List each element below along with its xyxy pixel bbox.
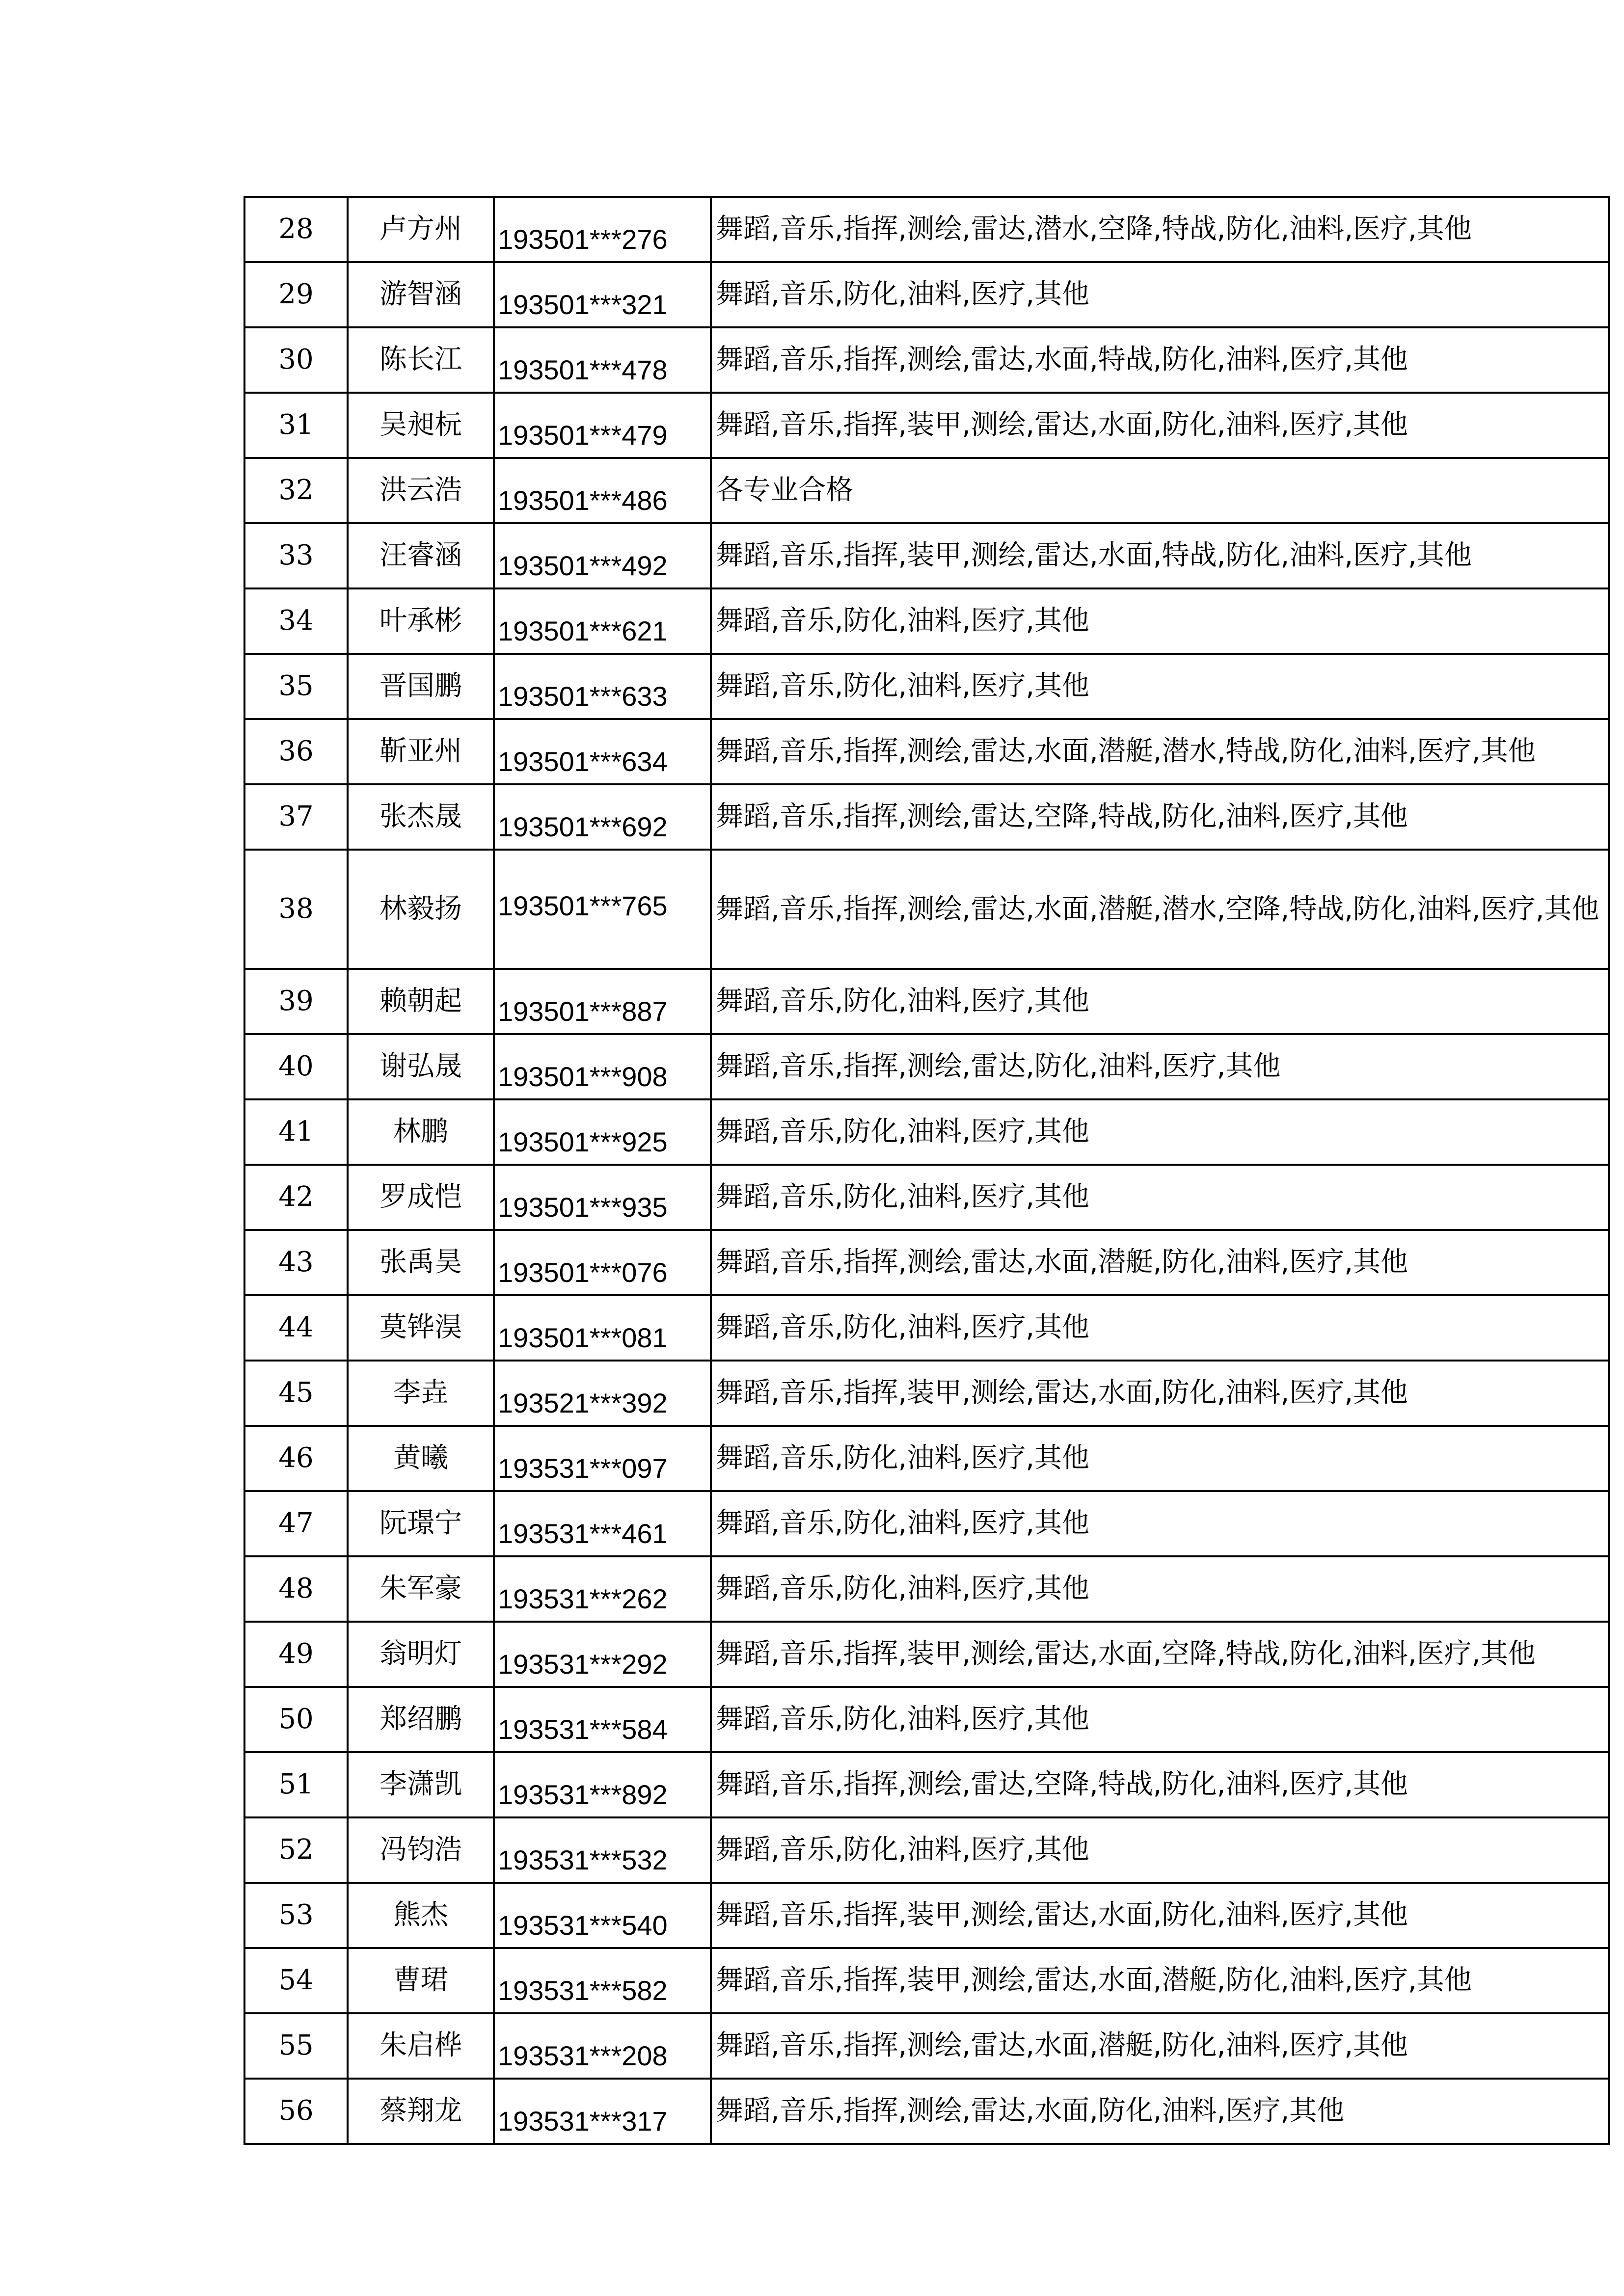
cell-id: 193501***492 — [494, 523, 711, 588]
cell-name: 李垚 — [348, 1361, 494, 1426]
cell-name: 游智涵 — [348, 262, 494, 327]
table-row — [244, 393, 1609, 458]
cell-number: 47 — [244, 1491, 348, 1556]
cell-qualifications: 舞蹈,音乐,防化,油料,医疗,其他 — [711, 1687, 1609, 1752]
table-row — [244, 197, 1609, 262]
cell-qualifications: 舞蹈,音乐,指挥,测绘,雷达,水面,防化,油料,医疗,其他 — [711, 2079, 1609, 2144]
table-row — [244, 1622, 1609, 1687]
cell-number: 33 — [244, 523, 348, 588]
cell-name: 曹珺 — [348, 1948, 494, 2013]
table-row — [244, 262, 1609, 327]
cell-qualifications: 舞蹈,音乐,防化,油料,医疗,其他 — [711, 969, 1609, 1034]
qualification-table — [244, 196, 1610, 2145]
cell-name: 莫铧淏 — [348, 1295, 494, 1361]
cell-id: 193501***621 — [494, 588, 711, 654]
cell-qualifications: 舞蹈,音乐,指挥,装甲,测绘,雷达,水面,防化,油料,医疗,其他 — [711, 393, 1609, 458]
cell-id: 193531***532 — [494, 1817, 711, 1883]
cell-number: 45 — [244, 1361, 348, 1426]
table-row — [244, 523, 1609, 588]
cell-qualifications: 舞蹈,音乐,指挥,装甲,测绘,雷达,水面,空降,特战,防化,油料,医疗,其他 — [711, 1622, 1609, 1687]
cell-qualifications: 舞蹈,音乐,指挥,测绘,雷达,水面,潜艇,潜水,空降,特战,防化,油料,医疗,其他 — [711, 850, 1609, 969]
cell-id: 193501***076 — [494, 1230, 711, 1295]
cell-qualifications: 舞蹈,音乐,指挥,装甲,测绘,雷达,水面,防化,油料,医疗,其他 — [711, 1361, 1609, 1426]
cell-number: 50 — [244, 1687, 348, 1752]
cell-name: 熊杰 — [348, 1883, 494, 1948]
table-row — [244, 1491, 1609, 1556]
table-row — [244, 588, 1609, 654]
cell-id: 193531***317 — [494, 2079, 711, 2144]
cell-id: 193501***908 — [494, 1034, 711, 1099]
cell-name: 林鹏 — [348, 1099, 494, 1165]
cell-id: 193501***486 — [494, 458, 711, 523]
cell-qualifications: 舞蹈,音乐,指挥,装甲,测绘,雷达,水面,特战,防化,油料,医疗,其他 — [711, 523, 1609, 588]
cell-number: 55 — [244, 2013, 348, 2079]
cell-qualifications: 舞蹈,音乐,防化,油料,医疗,其他 — [711, 262, 1609, 327]
cell-name: 林毅扬 — [348, 850, 494, 969]
cell-name: 张杰晟 — [348, 784, 494, 850]
cell-name: 罗成恺 — [348, 1165, 494, 1230]
cell-name: 黄曦 — [348, 1426, 494, 1491]
cell-number: 39 — [244, 969, 348, 1034]
cell-id: 193501***765 — [494, 850, 711, 969]
cell-number: 28 — [244, 197, 348, 262]
cell-id: 193531***292 — [494, 1622, 711, 1687]
cell-number: 35 — [244, 654, 348, 719]
cell-id: 193531***540 — [494, 1883, 711, 1948]
table-row — [244, 1034, 1609, 1099]
table-row — [244, 719, 1609, 784]
cell-id: 193501***479 — [494, 393, 711, 458]
cell-name: 晋国鹏 — [348, 654, 494, 719]
cell-id: 193501***925 — [494, 1099, 711, 1165]
cell-number: 56 — [244, 2079, 348, 2144]
cell-number: 36 — [244, 719, 348, 784]
cell-number: 38 — [244, 850, 348, 969]
table-row — [244, 1165, 1609, 1230]
cell-name: 陈长江 — [348, 327, 494, 393]
cell-name: 翁明灯 — [348, 1622, 494, 1687]
table-row — [244, 1687, 1609, 1752]
cell-number: 41 — [244, 1099, 348, 1165]
table-row — [244, 327, 1609, 393]
table-row — [244, 2079, 1609, 2144]
cell-number: 43 — [244, 1230, 348, 1295]
cell-number: 54 — [244, 1948, 348, 2013]
cell-name: 汪睿涵 — [348, 523, 494, 588]
cell-number: 32 — [244, 458, 348, 523]
cell-number: 49 — [244, 1622, 348, 1687]
cell-name: 张禹昊 — [348, 1230, 494, 1295]
cell-number: 40 — [244, 1034, 348, 1099]
cell-id: 193501***321 — [494, 262, 711, 327]
cell-name: 蔡翔龙 — [348, 2079, 494, 2144]
cell-name: 李潇凯 — [348, 1752, 494, 1817]
table-row — [244, 1817, 1609, 1883]
table-row — [244, 1556, 1609, 1622]
cell-name: 吴昶杬 — [348, 393, 494, 458]
cell-qualifications: 舞蹈,音乐,指挥,测绘,雷达,水面,潜艇,防化,油料,医疗,其他 — [711, 1230, 1609, 1295]
cell-id: 193531***582 — [494, 1948, 711, 2013]
table-row — [244, 1230, 1609, 1295]
cell-qualifications: 舞蹈,音乐,防化,油料,医疗,其他 — [711, 1491, 1609, 1556]
cell-name: 郑绍鹏 — [348, 1687, 494, 1752]
table-row — [244, 1883, 1609, 1948]
cell-id: 193501***634 — [494, 719, 711, 784]
table-row — [244, 1752, 1609, 1817]
cell-number: 44 — [244, 1295, 348, 1361]
cell-id: 193531***097 — [494, 1426, 711, 1491]
cell-qualifications: 舞蹈,音乐,防化,油料,医疗,其他 — [711, 1426, 1609, 1491]
cell-number: 37 — [244, 784, 348, 850]
cell-qualifications: 舞蹈,音乐,防化,油料,医疗,其他 — [711, 588, 1609, 654]
cell-id: 193531***461 — [494, 1491, 711, 1556]
table-row — [244, 1426, 1609, 1491]
cell-id: 193501***081 — [494, 1295, 711, 1361]
cell-id: 193531***584 — [494, 1687, 711, 1752]
table-row — [244, 1295, 1609, 1361]
table-body — [244, 197, 1609, 2144]
cell-name: 靳亚州 — [348, 719, 494, 784]
cell-number: 53 — [244, 1883, 348, 1948]
cell-qualifications: 舞蹈,音乐,防化,油料,医疗,其他 — [711, 1556, 1609, 1622]
table-row — [244, 784, 1609, 850]
cell-qualifications: 舞蹈,音乐,指挥,测绘,雷达,水面,特战,防化,油料,医疗,其他 — [711, 327, 1609, 393]
cell-name: 赖朝起 — [348, 969, 494, 1034]
cell-id: 193531***262 — [494, 1556, 711, 1622]
cell-id: 193501***478 — [494, 327, 711, 393]
cell-qualifications: 舞蹈,音乐,防化,油料,医疗,其他 — [711, 1817, 1609, 1883]
cell-name: 朱军豪 — [348, 1556, 494, 1622]
cell-qualifications: 舞蹈,音乐,指挥,测绘,雷达,水面,潜艇,潜水,特战,防化,油料,医疗,其他 — [711, 719, 1609, 784]
cell-number: 31 — [244, 393, 348, 458]
cell-id: 193521***392 — [494, 1361, 711, 1426]
cell-qualifications: 舞蹈,音乐,指挥,测绘,雷达,空降,特战,防化,油料,医疗,其他 — [711, 784, 1609, 850]
cell-id: 193531***208 — [494, 2013, 711, 2079]
table-row — [244, 458, 1609, 523]
cell-name: 谢弘晟 — [348, 1034, 494, 1099]
cell-name: 阮璟宁 — [348, 1491, 494, 1556]
cell-id: 193531***892 — [494, 1752, 711, 1817]
table-row — [244, 1361, 1609, 1426]
cell-number: 42 — [244, 1165, 348, 1230]
cell-name: 朱启桦 — [348, 2013, 494, 2079]
cell-qualifications: 舞蹈,音乐,防化,油料,医疗,其他 — [711, 1099, 1609, 1165]
cell-qualifications: 舞蹈,音乐,防化,油料,医疗,其他 — [711, 1295, 1609, 1361]
cell-qualifications: 舞蹈,音乐,防化,油料,医疗,其他 — [711, 654, 1609, 719]
cell-id: 193501***276 — [494, 197, 711, 262]
table-row — [244, 1948, 1609, 2013]
cell-id: 193501***692 — [494, 784, 711, 850]
cell-number: 30 — [244, 327, 348, 393]
cell-qualifications: 舞蹈,音乐,指挥,装甲,测绘,雷达,水面,防化,油料,医疗,其他 — [711, 1883, 1609, 1948]
cell-qualifications: 舞蹈,音乐,指挥,装甲,测绘,雷达,水面,潜艇,防化,油料,医疗,其他 — [711, 1948, 1609, 2013]
cell-id: 193501***935 — [494, 1165, 711, 1230]
cell-number: 52 — [244, 1817, 348, 1883]
cell-qualifications: 舞蹈,音乐,指挥,测绘,雷达,水面,潜艇,防化,油料,医疗,其他 — [711, 2013, 1609, 2079]
cell-number: 29 — [244, 262, 348, 327]
cell-name: 洪云浩 — [348, 458, 494, 523]
table-row — [244, 1099, 1609, 1165]
table-row — [244, 969, 1609, 1034]
cell-name: 冯钧浩 — [348, 1817, 494, 1883]
cell-number: 48 — [244, 1556, 348, 1622]
cell-qualifications: 舞蹈,音乐,指挥,测绘,雷达,潜水,空降,特战,防化,油料,医疗,其他 — [711, 197, 1609, 262]
cell-name: 叶承彬 — [348, 588, 494, 654]
cell-qualifications: 舞蹈,音乐,指挥,测绘,雷达,防化,油料,医疗,其他 — [711, 1034, 1609, 1099]
cell-qualifications: 舞蹈,音乐,防化,油料,医疗,其他 — [711, 1165, 1609, 1230]
cell-number: 34 — [244, 588, 348, 654]
cell-id: 193501***887 — [494, 969, 711, 1034]
cell-qualifications: 各专业合格 — [711, 458, 1609, 523]
table-row — [244, 2013, 1609, 2079]
table-row — [244, 850, 1609, 969]
cell-name: 卢方州 — [348, 197, 494, 262]
cell-number: 51 — [244, 1752, 348, 1817]
cell-number: 46 — [244, 1426, 348, 1491]
cell-qualifications: 舞蹈,音乐,指挥,测绘,雷达,空降,特战,防化,油料,医疗,其他 — [711, 1752, 1609, 1817]
cell-id: 193501***633 — [494, 654, 711, 719]
table-row — [244, 654, 1609, 719]
